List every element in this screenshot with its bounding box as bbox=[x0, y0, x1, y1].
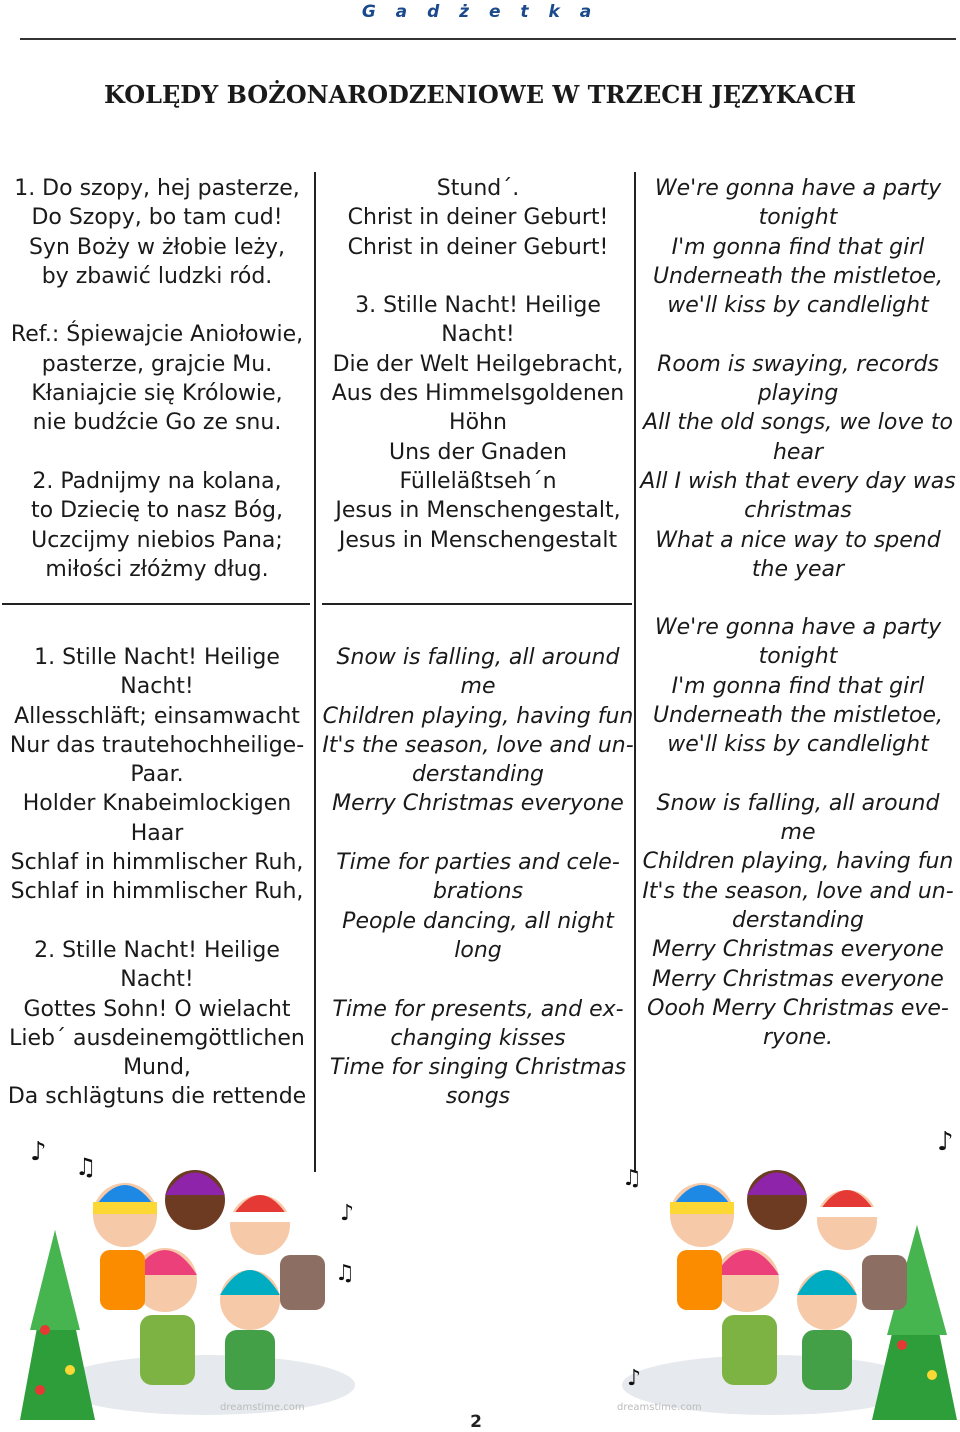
lyric-line bbox=[2, 438, 312, 467]
lyric-line: We're gonna have a party bbox=[654, 615, 942, 640]
lyric-line: Schlaf in himmlischer Ruh, bbox=[10, 850, 304, 876]
column-divider-right bbox=[634, 172, 636, 1172]
lyric-line: Merry Christmas everyone bbox=[652, 966, 944, 992]
lyric-line: songs bbox=[445, 1084, 511, 1110]
lyric-line: Paar. bbox=[130, 762, 184, 788]
german-carol-continued-column bbox=[320, 174, 636, 555]
lyric-line: Underneath the mistletoe, bbox=[652, 263, 944, 289]
lyric-line: Aus des Himmelsgoldenen bbox=[331, 381, 625, 407]
lyric-line: ryone. bbox=[763, 1025, 833, 1051]
lyric-line: Merry Christmas everyone bbox=[652, 937, 944, 963]
lyric-line: Nacht! bbox=[120, 674, 194, 700]
page-number: 2 bbox=[470, 1412, 482, 1432]
lyric-line: Merry Christmas everyone bbox=[332, 791, 624, 817]
polish-carol-column bbox=[2, 174, 312, 584]
lyric-line: Kłaniajcie się Królowie, bbox=[31, 381, 283, 407]
lyric-line: Snow is falling, all around bbox=[336, 645, 620, 670]
music-note-icon: ♫ bbox=[75, 1153, 97, 1181]
lyric-line: Do Szopy, bo tam cud! bbox=[31, 205, 283, 231]
lyric-line: Da schlägtuns die rettende bbox=[7, 1084, 307, 1110]
lyric-line: christmas bbox=[744, 498, 852, 524]
lyric-line: derstanding bbox=[411, 762, 545, 788]
lyric-line bbox=[638, 759, 958, 788]
lyric-line: 3. Stille Nacht! Heilige bbox=[355, 293, 601, 319]
lyric-line: changing kisses bbox=[390, 1025, 566, 1051]
watermark-text: dreamstime.com bbox=[220, 1402, 305, 1413]
lyric-line: Snow is falling, all around bbox=[656, 790, 940, 816]
lyric-line: Stund´. bbox=[436, 176, 520, 201]
music-note-icon: ♫ bbox=[622, 1166, 642, 1191]
lyric-line: 1. Do szopy, hej pasterze, bbox=[14, 176, 300, 201]
watermark-text: dreamstime.com bbox=[617, 1402, 702, 1413]
lyric-line: miłości złóżmy dług. bbox=[45, 556, 269, 582]
lyric-line: me bbox=[780, 820, 816, 846]
lyric-line: People dancing, all night bbox=[342, 908, 614, 934]
english-song-chorus-column bbox=[638, 174, 958, 584]
lyric-line: Uns der Gnaden bbox=[389, 439, 567, 465]
lyric-line bbox=[320, 262, 636, 291]
lyric-line: All the old songs, we love to bbox=[643, 410, 953, 436]
header-title: G a d ż e t k a bbox=[361, 2, 599, 22]
lyric-line: to Dziecię to nasz Bóg, bbox=[31, 498, 283, 524]
lyric-line: Time for parties and cele- bbox=[336, 850, 620, 876]
music-note-icon: ♪ bbox=[937, 1127, 954, 1157]
lyric-line: Mund, bbox=[123, 1055, 191, 1081]
section-divider-middle bbox=[322, 603, 632, 605]
lyric-line: derstanding bbox=[731, 907, 865, 933]
lyric-line: All I wish that every day was bbox=[640, 468, 956, 494]
carolling-children-illustration-right bbox=[612, 1125, 957, 1420]
lyric-line: Room is swaying, records bbox=[657, 351, 939, 377]
lyric-line: It's the season, love and un- bbox=[322, 732, 634, 758]
lyric-line: Christ in deiner Geburt! bbox=[347, 234, 609, 260]
lyric-line: Oooh Merry Christmas eve- bbox=[647, 995, 949, 1021]
lyric-line: Ref.: Śpiewajcie Aniołowie, bbox=[10, 322, 304, 348]
lyric-line: What a nice way to spend bbox=[655, 527, 941, 553]
lyric-line: Lieb´ ausdeinemgöttlichen bbox=[9, 1025, 305, 1051]
lyric-line: playing bbox=[757, 381, 839, 407]
lyric-line: I'm gonna find that girl bbox=[671, 234, 925, 260]
lyric-line: Allesschläft; einsamwacht bbox=[14, 703, 300, 729]
lyric-line bbox=[320, 965, 636, 994]
music-note-icon: ♪ bbox=[627, 1366, 642, 1391]
lyric-line: Children playing, having fun bbox=[642, 849, 954, 875]
english-song-column bbox=[320, 643, 636, 1112]
lyric-line: Holder Knabeimlockigen bbox=[22, 791, 292, 817]
lyric-line: Fülleläßtseh´n bbox=[399, 468, 557, 494]
lyric-line bbox=[638, 320, 958, 349]
lyric-line: Syn Boży w żłobie leży, bbox=[28, 234, 286, 260]
lyric-line bbox=[2, 907, 312, 936]
lyric-line: 2. Stille Nacht! Heilige bbox=[34, 937, 280, 963]
lyric-line: we'll kiss by candlelight bbox=[667, 293, 929, 319]
german-carol-column bbox=[2, 643, 312, 1112]
music-note-icon: ♫ bbox=[335, 1261, 355, 1286]
lyric-line: Schlaf in himmlischer Ruh, bbox=[10, 879, 304, 905]
lyric-line: me bbox=[460, 674, 496, 700]
lyric-line: the year bbox=[751, 556, 845, 582]
lyric-line: Nacht! bbox=[120, 967, 194, 993]
lyric-line: It's the season, love and un- bbox=[642, 878, 954, 904]
lyric-line: Nur das trautehochheilige- bbox=[9, 732, 305, 758]
lyric-line: Underneath the mistletoe, bbox=[652, 702, 944, 728]
lyric-line: by zbawić ludzki ród. bbox=[41, 263, 273, 289]
lyric-line: We're gonna have a party bbox=[654, 176, 942, 201]
lyric-line: brations bbox=[432, 879, 524, 905]
lyric-line: Jesus in Menschengestalt bbox=[338, 527, 618, 553]
lyric-line: 2. Padnijmy na kolana, bbox=[32, 468, 282, 494]
lyric-line: tonight bbox=[758, 644, 838, 670]
page-title: KOLĘDY BOŻONARODZENIOWE W TRZECH JĘZYKACH bbox=[103, 80, 856, 109]
lyric-line: we'll kiss by candlelight bbox=[667, 732, 929, 758]
header-divider bbox=[20, 38, 956, 40]
lyric-line bbox=[320, 819, 636, 848]
lyric-line: Gottes Sohn! O wielacht bbox=[23, 996, 291, 1022]
lyric-line: Children playing, having fun bbox=[322, 703, 634, 729]
carolling-children-illustration-left bbox=[15, 1130, 365, 1420]
section-divider-left bbox=[2, 603, 310, 605]
lyric-line: Uczcijmy niebios Pana; bbox=[31, 527, 283, 553]
lyric-line: tonight bbox=[758, 205, 838, 231]
english-song-ending-column bbox=[638, 613, 958, 1052]
lyric-line: hear bbox=[772, 439, 823, 465]
column-divider-left bbox=[314, 172, 316, 1172]
lyric-line: Jesus in Menschengestalt, bbox=[335, 498, 621, 524]
lyric-line bbox=[2, 291, 312, 320]
lyric-line: Höhn bbox=[449, 410, 507, 436]
lyric-line: long bbox=[454, 937, 502, 963]
lyric-line: Time for presents, and ex- bbox=[332, 996, 624, 1022]
lyric-line: I'm gonna find that girl bbox=[671, 673, 925, 699]
lyric-line: 1. Stille Nacht! Heilige bbox=[34, 645, 280, 670]
lyric-line: Nacht! bbox=[441, 322, 515, 348]
lyric-line: Time for singing Christmas bbox=[329, 1055, 627, 1081]
lyric-line: pasterze, grajcie Mu. bbox=[41, 351, 273, 377]
lyric-line: Die der Welt Heilgebracht, bbox=[332, 351, 624, 377]
lyric-line: nie budźcie Go ze snu. bbox=[32, 410, 282, 436]
music-note-icon: ♪ bbox=[340, 1201, 355, 1226]
music-note-icon: ♪ bbox=[30, 1137, 47, 1167]
lyric-line: Christ in deiner Geburt! bbox=[347, 205, 609, 231]
lyric-line: Haar bbox=[130, 820, 184, 846]
